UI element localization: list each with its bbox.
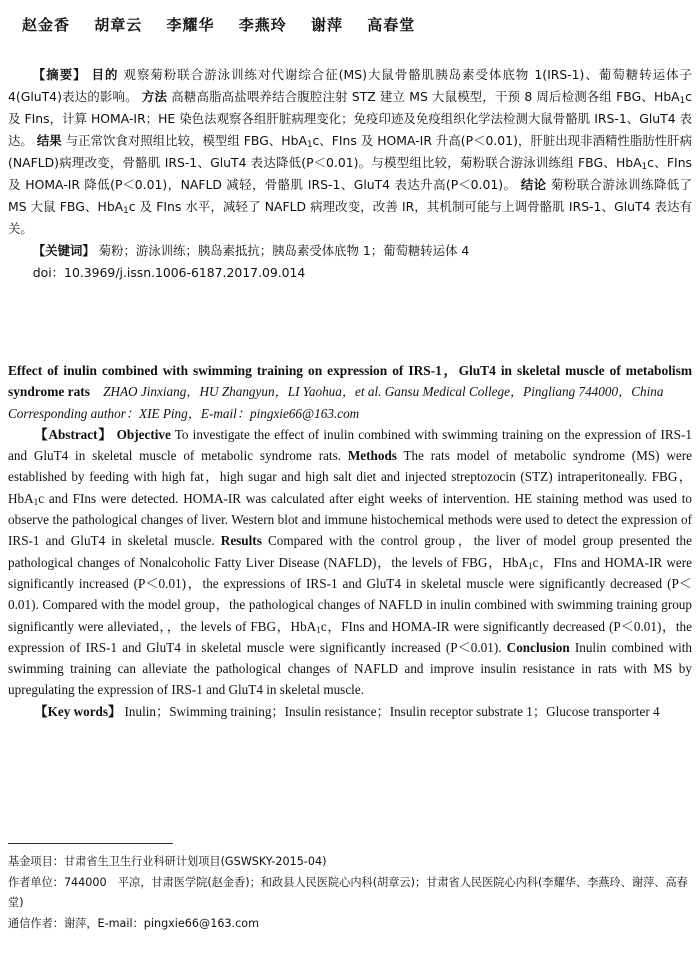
author-name: 谢萍 xyxy=(311,16,344,34)
en-results-sub: 1 xyxy=(528,560,533,571)
author-list xyxy=(22,14,433,35)
author-name: 胡章云 xyxy=(94,16,143,34)
cn-abstract-label: 【摘要】 xyxy=(32,67,87,82)
en-results-text-2: c，FIns and HOMA-IR were significantly increased (P＜0.01)，the expressions of IRS-1 and GluT4 in skeletal muscle were significantly decreased (P＜0.01). Compared with the model group，the pathological changes of NAFLD in inulin combined with swimming training group significantly were alleviated，，the levels of FBG，HbA xyxy=(8,554,692,634)
en-keywords-text: Inulin；Swimming training；Insulin resistance；Insulin receptor substrate 1；Glucose transporter 4 xyxy=(124,703,660,719)
doi: doi：10.3969/j.issn.1006-6187.2017.09.014 xyxy=(32,265,306,280)
en-abstract-label: 【Abstract】 xyxy=(34,426,113,442)
cn-results-sub-2: 1 xyxy=(641,162,648,172)
en-methods-label: Methods xyxy=(347,448,397,464)
fund-note: 基金项目：甘肃省生卫生行业科研计划项目(GSWSKY-2015-04) xyxy=(8,855,327,868)
cn-results-label: 结果 xyxy=(36,133,62,148)
en-keywords-label: 【Key words】 xyxy=(34,703,122,719)
en-results-text-3: c，FIns and HOMA-IR were significantly decreased (P＜0.01)，the expression of IRS-1 and GluT4 in skeletal muscle were significantly increased (P＜0.01). xyxy=(8,618,692,655)
en-objective-label: Objective xyxy=(116,426,171,442)
author-name: 李燕玲 xyxy=(238,16,287,34)
cn-objective-text: 观察菊粉联合游泳训练对代谢综合征(MS)大鼠骨骼肌胰岛素受体底物 1(IRS-1)、葡萄糖转运体子 4(GluT4)表达的影响。 xyxy=(8,67,692,104)
cn-conclusion-label: 结论 xyxy=(520,177,547,192)
cn-results-text-2: c、FIns 及 HOMA-IR 升高(P＜0.01)，肝脏出现非酒精性脂肪性肝病(NAFLD)病理改变，骨骼肌 IRS-1、GluT4 表达降低(P＜0.01)。与模型组比较，菊粉联合游泳训练组 FBG、HbA xyxy=(8,133,692,170)
cn-abstract-paragraph xyxy=(8,64,692,240)
cn-methods-label: 方法 xyxy=(141,89,168,104)
cn-results-text: 与正常饮食对照组比较，模型组 FBG、HbA xyxy=(65,133,307,148)
cn-keywords-paragraph xyxy=(8,240,692,262)
affiliation-note: 作者单位：744000 平凉，甘肃医学院(赵金香)；和政县人民医院心内科(胡章云)；甘肃省人民医院心内科(李耀华、李燕玲、谢萍、高春堂) xyxy=(8,875,688,909)
cn-keywords-label: 【关键词】 xyxy=(32,243,95,258)
author-name: 高春堂 xyxy=(367,16,416,34)
cn-results-text-3: c、FIns 及 HOMA-IR 降低(P＜0.01)，NAFLD 减轻，骨骼肌 IRS-1、GluT4 表达升高(P＜0.01)。 xyxy=(8,155,692,192)
en-methods-text-2: c and FIns were detected. HOMA-IR was calculated after eight weeks of intervention. HE staining method was used to observe the pathological changes of liver. Western blot and immune histochemical methods were used to detect the expression of IRS-1 and GluT4 in skeletal muscle. xyxy=(8,490,692,549)
footnote-divider xyxy=(8,843,173,844)
cn-objective-label: 目的 xyxy=(91,67,119,82)
en-methods-sub: 1 xyxy=(33,496,39,507)
en-abstract-paragraph xyxy=(8,424,692,701)
cn-results-sub: 1 xyxy=(306,140,313,150)
corresponding-note: 通信作者：谢萍，E-mail：pingxie66@163.com xyxy=(8,916,260,930)
en-title-line xyxy=(8,360,692,403)
en-results-label: Results xyxy=(220,533,262,549)
en-methods-text: The rats model of metabolic syndrome (MS) were established by feeding with high fat，high sugar and high salt diet and injected streptozocin (STZ) intraperitoneally. FBG，HbA xyxy=(8,448,692,506)
en-conclusion-label: Conclusion xyxy=(506,639,570,655)
en-conclusion-text: Inulin combined with swimming training can alleviate the pathological changes of NAFLD and improve insulin resistance in rats with MS by upregulating the expression of IRS-1 and GluT4 in skeletal muscle. xyxy=(8,639,693,698)
en-results-text: Compared with the control group，the liver of model group presented the pathological changes of Nonalcoholic Fatty Liver Disease (NAFLD)，the levels of FBG，HbA xyxy=(8,533,693,570)
en-title: Effect of inulin combined with swimming training on expression of IRS-1，GluT4 in skeletal muscle of metabolism syndrome rats xyxy=(8,363,692,400)
en-objective-text: To investigate the effect of inulin combined with swimming training on the expression of IRS-1 and GluT4 in skeletal muscle of metabolic syndrome rats. xyxy=(8,426,693,464)
author-name: 赵金香 xyxy=(22,16,71,34)
en-keywords-paragraph xyxy=(8,701,692,722)
footnotes xyxy=(8,852,692,934)
cn-conclusion-text: 菊粉联合游泳训练降低了 MS 大鼠 FBG、HbA xyxy=(8,177,692,214)
chinese-abstract xyxy=(8,64,692,284)
cn-methods-text: 高糖高脂高盐喂养结合腹腔注射 STZ 建立 MS 大鼠模型，干预 8 周后检测各组 FBG、HbA xyxy=(171,89,680,104)
en-authors: ZHAO Jinxiang，HU Zhangyun，LI Yaohua，et al. Gansu Medical College，Pingliang 744000，China xyxy=(103,384,664,400)
cn-keywords-text: 菊粉；游泳训练；胰岛素抵抗；胰岛素受体底物 1；葡萄糖转运体 4 xyxy=(98,243,470,258)
cn-conclusion-sub: 1 xyxy=(123,206,129,216)
en-corresponding: Corresponding author：XIE Ping，E-mail：pingxie66@163.com xyxy=(8,405,360,421)
author-name: 李耀华 xyxy=(166,16,215,34)
cn-methods-text-2: c 及 FIns，计算 HOMA-IR；HE 染色法观察各组肝脏病理变化；免疫印迹及免疫组织化学法检测大鼠骨骼肌 IRS-1、GluT4 表达。 xyxy=(8,89,692,148)
cn-conclusion-text-2: c 及 FIns 水平，减轻了 NAFLD 病理改变，改善 IR，其机制可能与上调骨骼肌 IRS-1、GluT4 表达有关。 xyxy=(8,199,692,236)
english-abstract xyxy=(8,360,692,722)
cn-methods-sub: 1 xyxy=(679,96,686,106)
en-results-sub-2: 1 xyxy=(316,624,321,635)
